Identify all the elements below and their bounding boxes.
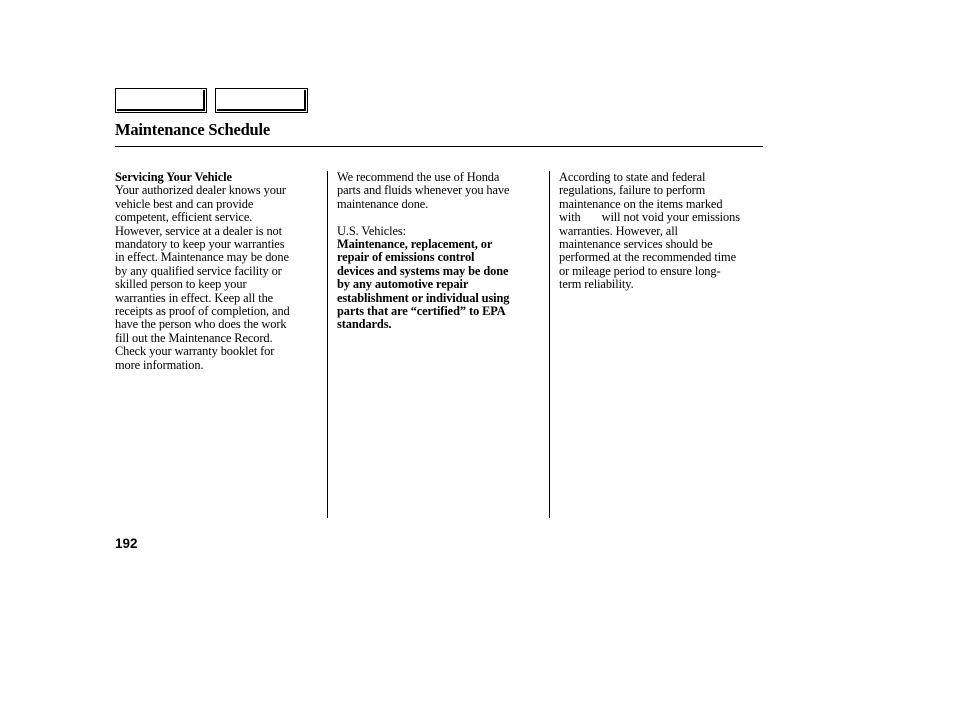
body-line: skilled person to keep your xyxy=(115,277,247,292)
page-number: 192 xyxy=(115,536,138,551)
body-line: competent, efficient service. xyxy=(115,210,253,225)
page-title: Maintenance Schedule xyxy=(115,120,271,139)
column-regulations xyxy=(559,171,764,292)
body-line: According to state and federal xyxy=(559,170,706,184)
body-line: We recommend the use of Honda xyxy=(337,170,500,184)
body-line: by any qualified service facility or xyxy=(115,263,282,278)
nav-button-main-menu[interactable] xyxy=(115,88,207,113)
emissions-notice-line: standards. xyxy=(337,317,392,332)
us-vehicles-label: U.S. Vehicles: xyxy=(337,223,406,238)
body-line: regulations, failure to perform xyxy=(559,183,706,198)
nav-button-bevel xyxy=(217,90,306,111)
emissions-notice-line: Maintenance, replacement, or xyxy=(337,237,493,252)
body-line: have the person who does the work xyxy=(115,317,287,332)
body-line: in effect. Maintenance may be done xyxy=(115,250,289,265)
emissions-notice-line: repair of emissions control xyxy=(337,250,475,265)
body-line: term reliability. xyxy=(559,277,634,292)
body-line: maintenance services should be xyxy=(559,237,713,252)
body-line: more information. xyxy=(115,357,204,372)
column-servicing-your-vehicle xyxy=(115,171,320,372)
emissions-notice-line: devices and systems may be done xyxy=(337,263,509,278)
body-line: performed at the recommended time xyxy=(559,250,736,265)
title-divider xyxy=(115,146,763,147)
body-line: Check your warranty booklet for xyxy=(115,344,275,359)
paragraph-gap xyxy=(337,211,542,224)
column-divider xyxy=(549,171,550,518)
body-line: receipts as proof of completion, and xyxy=(115,304,290,319)
section-heading: Servicing Your Vehicle xyxy=(115,170,232,184)
body-line: warranties. However, all xyxy=(559,223,678,238)
body-line: However, service at a dealer is not xyxy=(115,223,282,238)
nav-button-table-of-contents[interactable] xyxy=(215,88,308,113)
body-line: warranties in effect. Keep all the xyxy=(115,290,274,305)
emissions-notice-line: establishment or individual using xyxy=(337,290,510,305)
body-line: Your authorized dealer knows your xyxy=(115,183,286,198)
column-divider xyxy=(327,171,328,518)
body-line: or mileage period to ensure long- xyxy=(559,263,721,278)
body-line: mandatory to keep your warranties xyxy=(115,237,285,252)
body-line: maintenance on the items marked xyxy=(559,196,723,211)
column-honda-parts xyxy=(337,171,542,332)
emissions-notice-line: parts that are “certified” to EPA xyxy=(337,304,506,319)
body-line: maintenance done. xyxy=(337,196,429,211)
emissions-notice-line: by any automotive repair xyxy=(337,277,469,292)
body-line: parts and fluids whenever you have xyxy=(337,183,510,198)
body-line: with will not void your emissions xyxy=(559,210,740,225)
body-line: vehicle best and can provide xyxy=(115,196,254,211)
nav-button-bevel xyxy=(117,90,205,111)
body-line: fill out the Maintenance Record. xyxy=(115,330,273,345)
